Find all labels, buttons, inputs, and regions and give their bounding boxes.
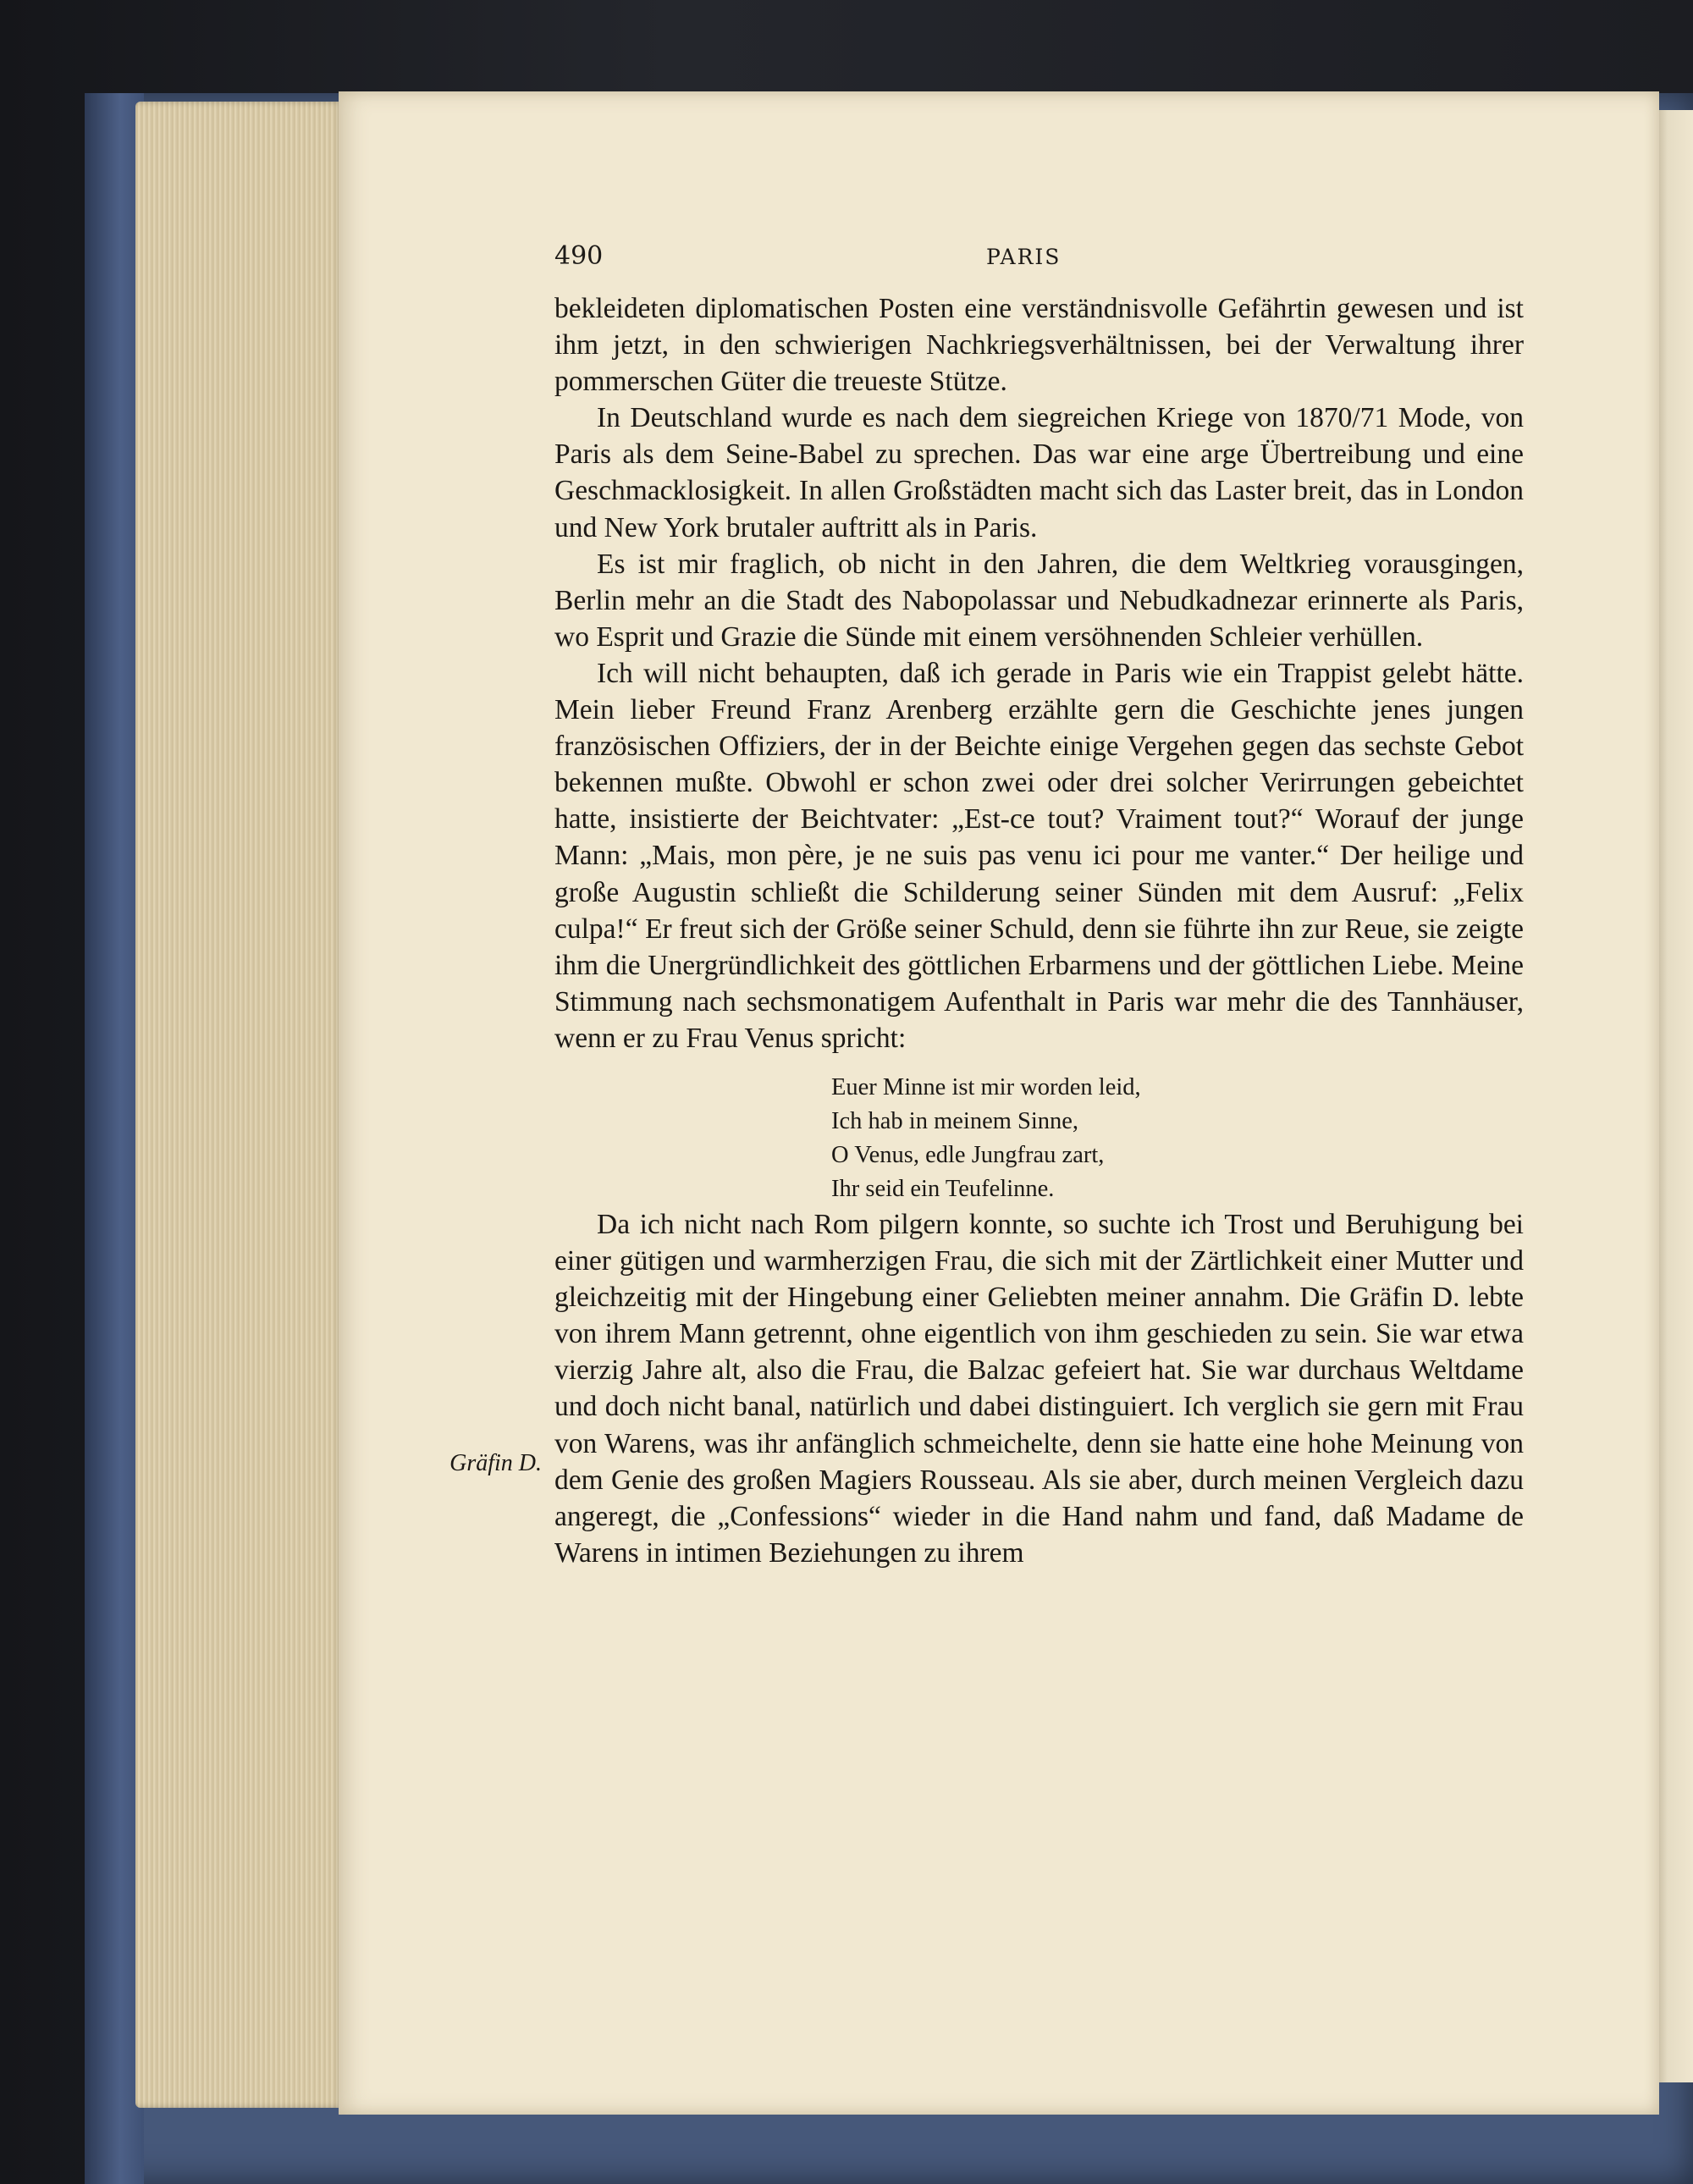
running-head: PARIS: [986, 245, 1062, 269]
body-text: [554, 290, 1524, 1571]
page-number: 490: [554, 241, 604, 271]
verse-line: Ich hab in meinem Sinne,: [831, 1107, 1079, 1134]
marginal-note: Gräfin D.: [449, 1450, 542, 1476]
paragraph: Ich will nicht behaupten, daß ich gerade in Paris wie ein Trappist gelebt hätte. Mein lieber Freund Franz Arenberg erzählte gern die Geschichte jenes jungen französischen Offiziers, der in der Beichte einige Vergehen gegen das sechste Gebot bekennen mußte. Obwohl er schon zwei oder drei solcher Verirrungen gebeichtet hatte, insistierte der Beichtvater: „Est-ce tout? Vraiment tout?“ Worauf der junge Mann: „Mais, mon père, je ne suis pas venu ici pour me vanter.“ Der heilige und große Augustin schließt die Schilderung seiner Sünden mit dem Ausruf: „Felix culpa!“ Er freut sich der Größe seiner Schuld, denn sie führte ihn zur Reue, sie zeigte ihm die Unergründlichkeit des göttlichen Erbarmens und der göttlichen Liebe. Meine Stimmung nach sechsmonatigem Aufenthalt in Paris war mehr die des Tannhäuser, wenn er zu Frau Venus spricht:: [554, 657, 1524, 1054]
page-header: [554, 241, 1524, 275]
paragraph: bekleideten diplomatischen Posten eine verständnisvolle Gefährtin gewesen und ist ihm jetzt, in den schwierigen Nachkriegsverhältnissen, bei der Verwaltung ihrer pommerschen Güter die treueste Stütze.: [554, 293, 1524, 398]
paragraph: In Deutschland wurde es nach dem siegreichen Kriege von 1870/71 Mode, von Paris als dem Seine-Babel zu sprechen. Das war eine arge Übertreibung und eine Geschmacklosigkeit. In allen Großstädten macht sich das Laster breit, das in London und New York brutaler auftritt als in Paris.: [554, 402, 1524, 543]
paragraph: Es ist mir fraglich, ob nicht in den Jahren, die dem Weltkrieg vorausgingen, Berlin mehr an die Stadt des Nabopolassar und Nebudkadnezar erinnerte als Paris, wo Esprit und Grazie die Sünde mit einem versöhnenden Schleier verhüllen.: [554, 548, 1524, 653]
verse-line: O Venus, edle Jungfrau zart,: [831, 1141, 1105, 1168]
verse-line: Ihr seid ein Teufelinne.: [831, 1175, 1055, 1202]
page-edges: [135, 102, 343, 2108]
verse-line: Euer Minne ist mir worden leid,: [831, 1073, 1141, 1100]
verse-block: [831, 1071, 1524, 1206]
paragraph: Da ich nicht nach Rom pilgern konnte, so suchte ich Trost und Beruhigung bei einer gütigen und warmherzigen Frau, die sich mit der Zärtlichkeit einer Mutter und gleichzeitig mit der Hingebung einer Geliebten meiner annahm. Die Gräfin D. lebte von ihrem Mann getrennt, ohne eigentlich von ihm geschieden zu sein. Sie war etwa vierzig Jahre alt, also die Frau, die Balzac gefeiert hat. Sie war durchaus Weltdame und doch nicht banal, natürlich und dabei distinguiert. Ich verglich sie gern mit Frau von Warens, was ihr anfänglich schmeichelte, denn sie hatte eine hohe Meinung von dem Genie des großen Magiers Rousseau. Als sie aber, durch meinen Vergleich dazu angeregt, die „Confessions“ wieder in die Hand nahm und fand, daß Madame de Warens in intimen Beziehungen zu ihrem: [554, 1208, 1524, 1569]
